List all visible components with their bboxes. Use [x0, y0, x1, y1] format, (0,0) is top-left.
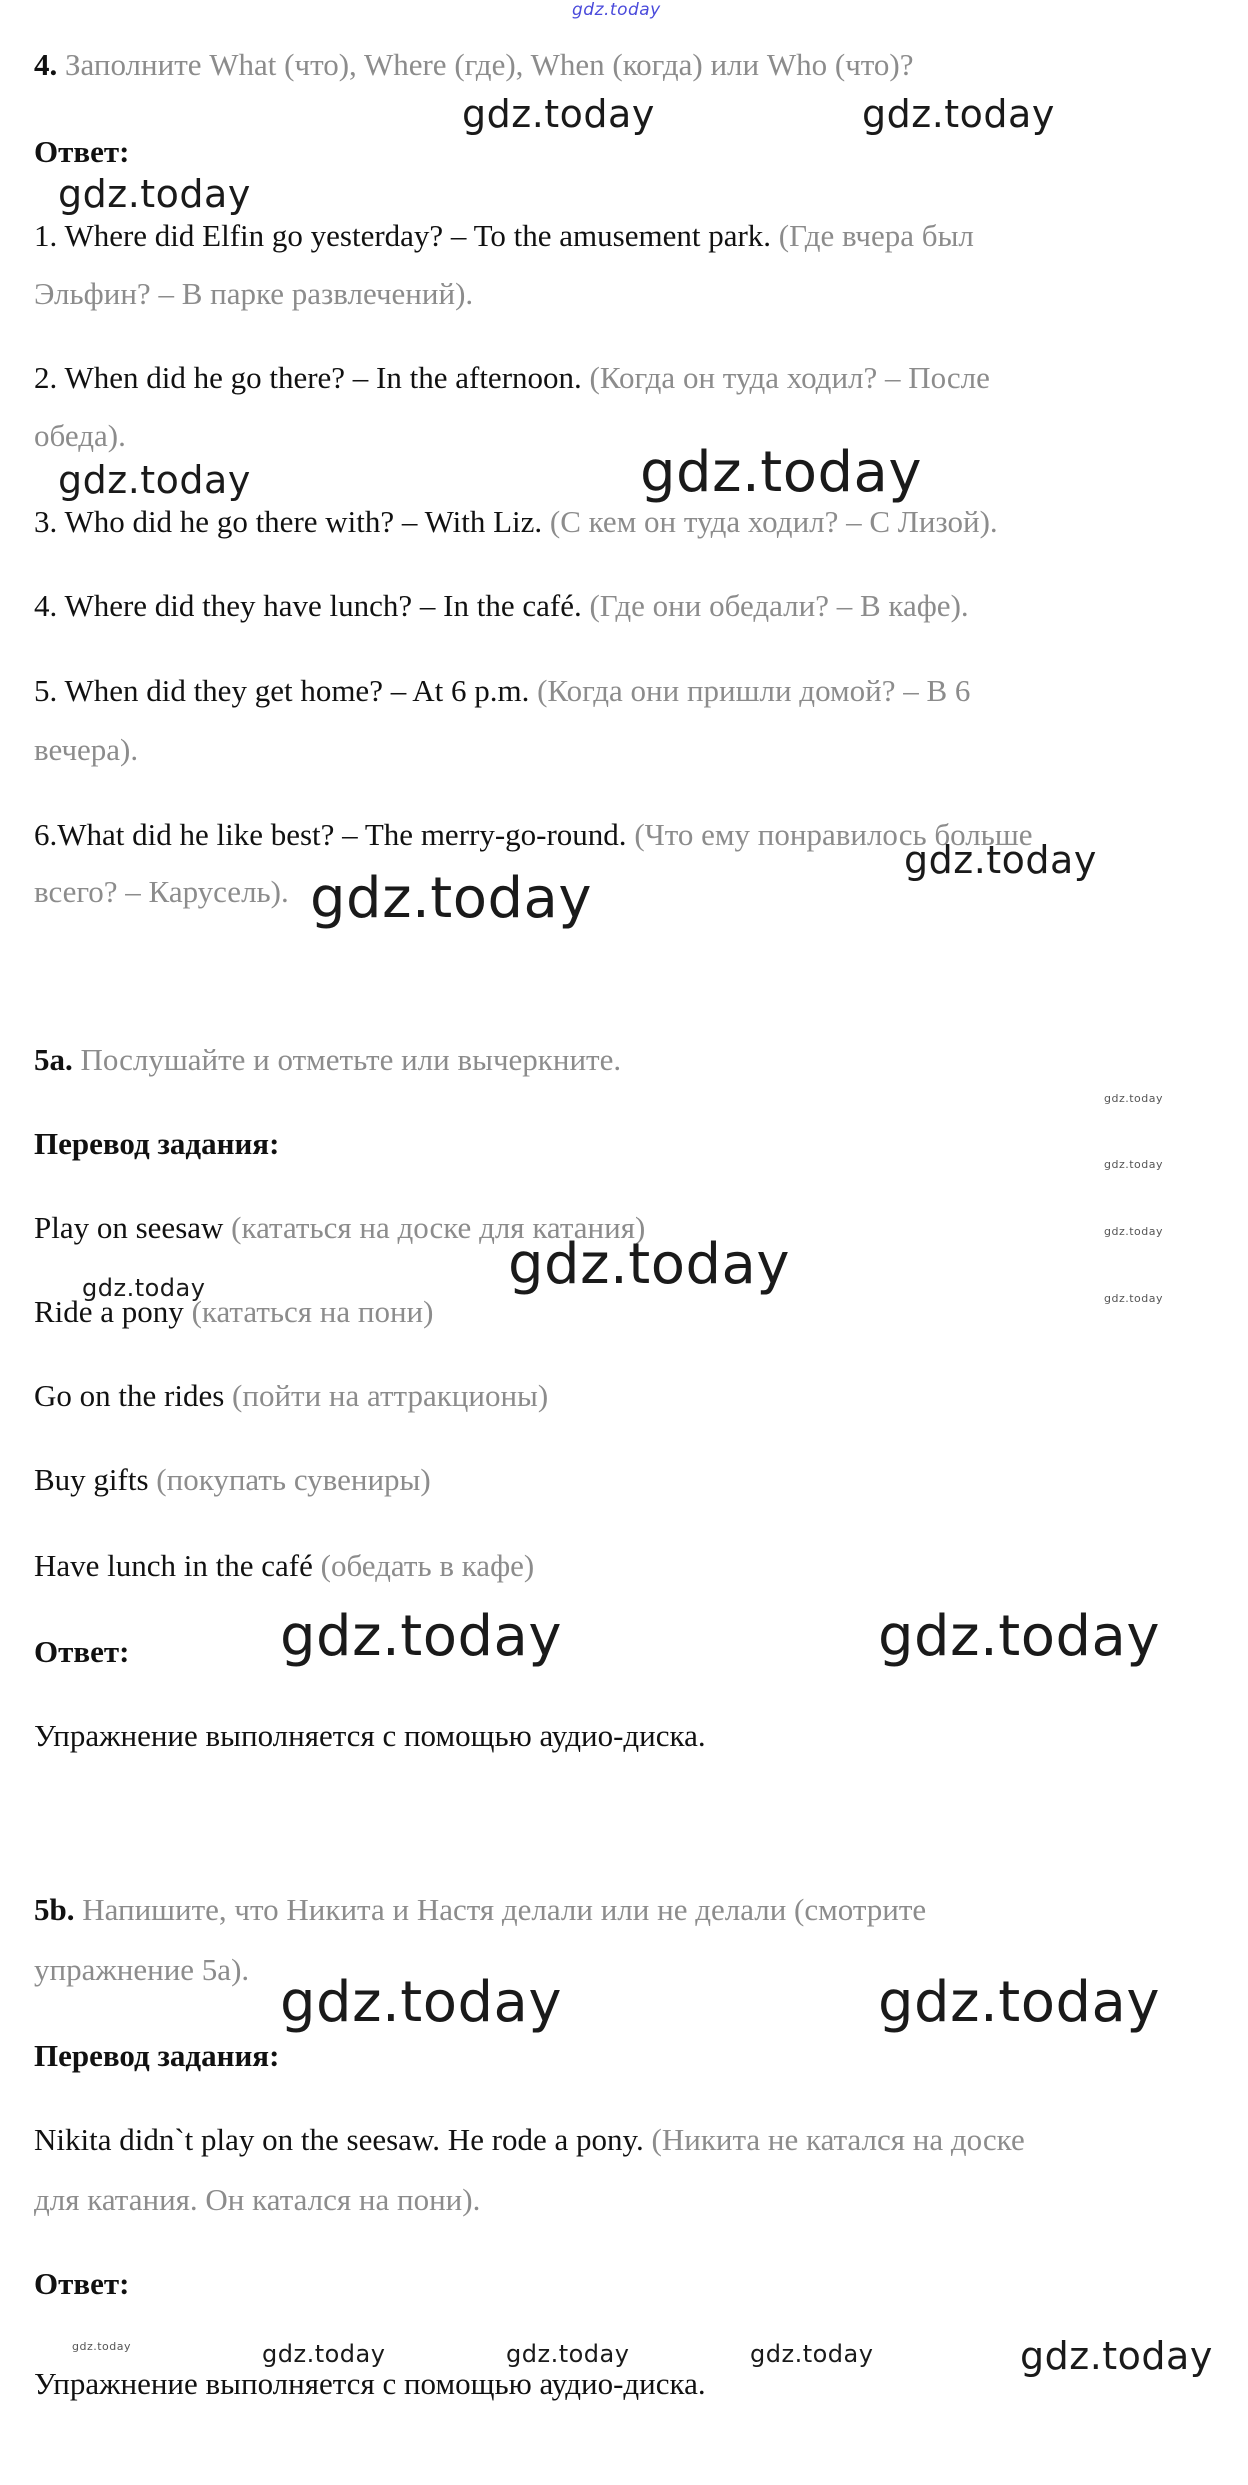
ex4-item-6-ru: (Что ему понравилось больше — [634, 817, 1033, 852]
ex5a-task: Послушайте и отметьте или вычеркните. — [80, 1042, 622, 1077]
watermark: gdz.today — [1104, 1225, 1164, 1238]
ex4-task-line — [34, 45, 914, 85]
ex5b-answer: Упражнение выполняется с помощью аудио-диска. — [34, 2366, 706, 2401]
watermark: gdz.today — [1104, 1292, 1164, 1305]
ex4-answer-label: Ответ: — [34, 134, 130, 169]
ex4-task: Заполните What (что), Where (где), When (когда) или Who (что)? — [65, 47, 914, 82]
ex4-item-6-ru-cont: всего? – Карусель). — [34, 874, 289, 909]
watermark: gdz.today — [58, 172, 251, 216]
watermark: gdz.today — [878, 1970, 1161, 2035]
ex4-item-4 — [34, 586, 969, 626]
watermark: gdz.today — [904, 838, 1097, 882]
watermark: gdz.today — [640, 440, 923, 505]
watermark: gdz.today — [1104, 1158, 1164, 1171]
ex4-item-4-ru: (Где они обедали? – В кафе). — [589, 588, 969, 623]
ex4-item-2-ru: (Когда он туда ходил? – После — [589, 360, 990, 395]
ex5a-task-line — [34, 1040, 621, 1080]
ex4-item-6-en: 6.What did he like best? – The merry-go-round. — [34, 817, 627, 852]
ex5a-answer: Упражнение выполняется с помощью аудио-диска. — [34, 1718, 706, 1753]
ex4-item-3-ru: (С кем он туда ходил? – С Лизой). — [549, 504, 998, 539]
ex5a-translation-label: Перевод задания: — [34, 1126, 280, 1161]
ex5a-item-4-en: Buy gifts — [34, 1462, 149, 1497]
ex4-item-5 — [34, 671, 970, 711]
ex4-item-3 — [34, 502, 998, 542]
ex4-item-5-ru-cont: вечера). — [34, 732, 139, 767]
ex5a-item-4 — [34, 1460, 431, 1500]
ex5a-item-3-en: Go on the rides — [34, 1378, 225, 1413]
ex5b-example — [34, 2120, 1025, 2160]
ex5b-example-ru-cont: для катания. Он катался на пони). — [34, 2182, 481, 2217]
ex4-item-1 — [34, 216, 974, 256]
watermark: gdz.today — [508, 1232, 791, 1297]
ex4-item-2 — [34, 358, 990, 398]
watermark: gdz.today — [1104, 1092, 1164, 1105]
watermark: gdz.today — [72, 2340, 132, 2353]
ex5a-answer-label: Ответ: — [34, 1634, 130, 1669]
ex4-number: 4. — [34, 47, 58, 82]
ex4-item-3-en: 3. Who did he go there with? – With Liz. — [34, 504, 543, 539]
ex4-item-5-ru: (Когда они пришли домой? – В 6 — [537, 673, 971, 708]
ex4-item-2-en: 2. When did he go there? – In the afternoon. — [34, 360, 582, 395]
watermark-top: gdz.today — [572, 0, 661, 20]
ex4-item-6 — [34, 815, 1032, 855]
ex5b-task-cont: упражнение 5a). — [34, 1952, 250, 1987]
ex5a-number: 5a. — [34, 1042, 73, 1077]
ex5a-item-5 — [34, 1546, 534, 1586]
watermark: gdz.today — [750, 2340, 874, 2368]
ex5a-item-2-en: Ride a pony — [34, 1294, 184, 1329]
ex4-item-1-en: 1. Where did Elfin go yesterday? – To the amusement park. — [34, 218, 772, 253]
ex4-item-5-en: 5. When did they get home? – At 6 p.m. — [34, 673, 530, 708]
ex5a-item-4-ru: (покупать сувениры) — [156, 1462, 431, 1497]
ex5a-item-3-ru: (пойти на аттракционы) — [232, 1378, 549, 1413]
ex5b-answer-label: Ответ: — [34, 2266, 130, 2301]
watermark: gdz.today — [1020, 2334, 1213, 2378]
ex5a-item-5-en: Have lunch in the café — [34, 1548, 313, 1583]
watermark: gdz.today — [280, 1970, 563, 2035]
ex4-item-2-ru-cont: обеда). — [34, 418, 126, 453]
ex5a-item-2-ru: (кататься на пони) — [191, 1294, 434, 1329]
ex5b-example-en: Nikita didn`t play on the seesaw. He rode a pony. — [34, 2122, 644, 2157]
ex5b-task: Напишите, что Никита и Настя делали или не делали (смотрите — [82, 1892, 927, 1927]
watermark: gdz.today — [82, 1274, 206, 1302]
watermark: gdz.today — [310, 866, 593, 931]
watermark: gdz.today — [462, 92, 655, 136]
ex5b-number: 5b. — [34, 1892, 75, 1927]
ex4-item-4-en: 4. Where did they have lunch? – In the café. — [34, 588, 582, 623]
watermark: gdz.today — [262, 2340, 386, 2368]
watermark: gdz.today — [58, 458, 251, 502]
ex5a-item-2 — [34, 1292, 433, 1332]
watermark: gdz.today — [878, 1604, 1161, 1669]
ex5a-item-1-en: Play on seesaw — [34, 1210, 224, 1245]
watermark: gdz.today — [862, 92, 1055, 136]
ex4-item-1-ru-cont: Эльфин? – В парке развлечений). — [34, 276, 474, 311]
ex5a-item-5-ru: (обедать в кафе) — [320, 1548, 535, 1583]
ex4-item-1-ru: (Где вчера был — [778, 218, 974, 253]
ex5b-task-line — [34, 1890, 926, 1930]
ex5a-item-1-ru: (кататься на доске для катания) — [231, 1210, 646, 1245]
ex5b-translation-label: Перевод задания: — [34, 2038, 280, 2073]
watermark: gdz.today — [506, 2340, 630, 2368]
ex5a-item-3 — [34, 1376, 548, 1416]
watermark: gdz.today — [280, 1604, 563, 1669]
ex5b-example-ru: (Никита не катался на доске — [651, 2122, 1025, 2157]
